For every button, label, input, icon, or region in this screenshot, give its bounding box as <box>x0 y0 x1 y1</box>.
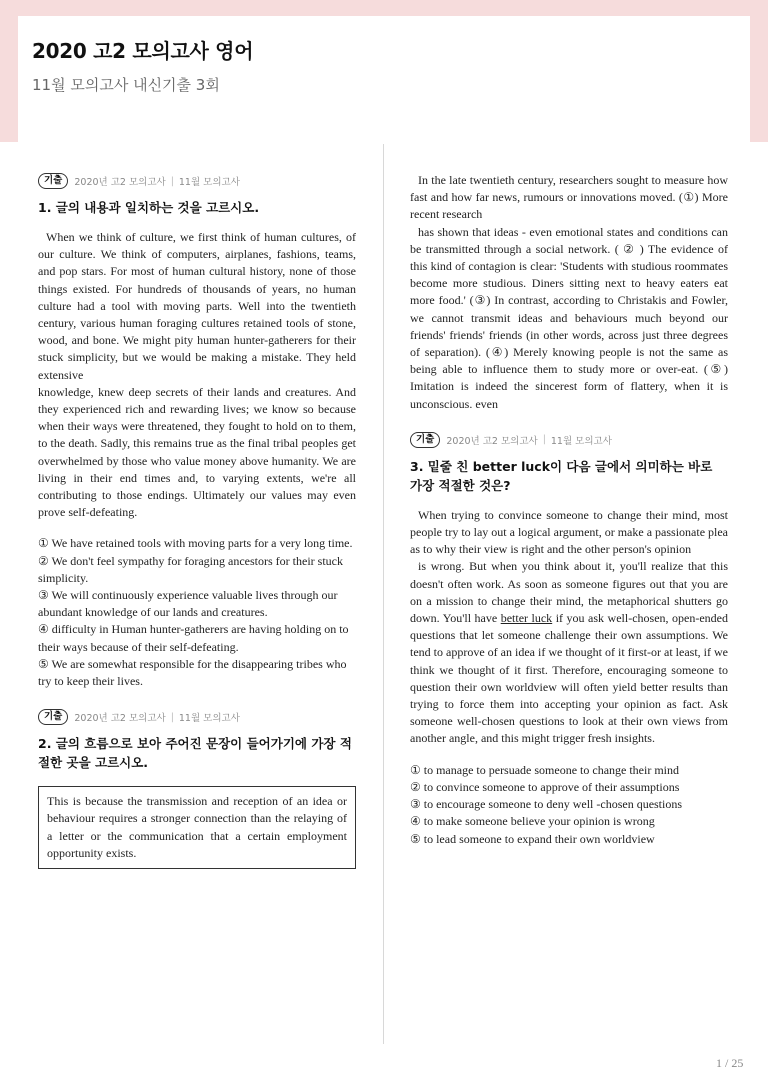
exam-year: 2020년 고2 모의고사 <box>74 177 166 188</box>
question-3-title: 3. 밑줄 친 better luck이 다음 글에서 의미하는 바로 가장 적절한 것은? <box>410 458 713 493</box>
question-2-title: 2. 글의 흐름으로 보아 주어진 문장이 들어가기에 가장 적절한 곳을 고르시오. <box>38 736 352 771</box>
given-sentence-box: This is because the transmission and reception of an idea or behaviour requires a stronger connection than the relaying of a letter or the communication that a certain employment opportunity exists. <box>38 786 356 869</box>
underlined-phrase: better luck <box>500 611 553 626</box>
question-3-options <box>410 762 728 848</box>
question-1-title: 1. 글의 내용과 일치하는 것을 고르시오. <box>38 200 260 215</box>
passage-text: if you ask well-chosen, open-ended questions that let someone challenge their own assumptions. We tend to approve of an idea if we thought of it first-or at least, if we think we thought of it first. Therefore, encouraging someone to question their own worldview will often yield better results than trying to force them into accepting your opinion as fact. Ask someone well-chosen questions to look at their own views from another angle, and this might trigger fresh insights. <box>410 611 729 746</box>
question-3-passage <box>410 507 728 748</box>
exam-month: 11월 모의고사 <box>550 435 612 447</box>
page-title: 2020 고2 모의고사 영어 <box>32 39 254 63</box>
passage-paragraph: In the late twentieth century, researchers sought to measure how fast and how far news, rumours or innovations moved. (①) More recent research <box>410 173 728 222</box>
option-2[interactable]: ② to convince someone to approve of their assumptions <box>410 779 680 794</box>
passage-text: is wrong. But when you think about it, you'll realize that this doesn't often work. As soon as someone figures out that you are on a mission to change their mind, the metaphorical shutters go down. You'll have <box>410 559 728 626</box>
option-1[interactable]: ① to manage to persuade someone to change their mind <box>410 762 680 777</box>
option-4[interactable]: ④ to make someone believe your opinion is wrong <box>410 814 655 829</box>
exam-tag: 기출 <box>38 173 68 189</box>
question-meta: 기출 2020년 고2 모의고사 | 11월 모의고사 <box>38 708 356 726</box>
exam-year: 2020년 고2 모의고사 <box>446 435 538 447</box>
right-column <box>410 172 728 848</box>
question-meta: 기출 2020년 고2 모의고사 | 11월 모의고사 <box>410 431 728 449</box>
question-meta: 기출 2020년 고2 모의고사 | 11월 모의고사 <box>38 172 356 190</box>
option-4[interactable]: ④ difficulty in Human hunter-gatherers are having holding on to their ways because of their self-defeating. <box>38 622 349 654</box>
option-1[interactable]: ① We have retained tools with moving parts for a very long time. <box>38 536 353 551</box>
passage-paragraph <box>410 558 728 747</box>
passage-paragraph: When trying to convince someone to change their mind, most people try to lay out a logical argument, or make a passionate plea as to why their view is right and the other person's opinion <box>410 507 729 557</box>
option-5[interactable]: ⑤ to lead someone to expand their own worldview <box>410 831 655 846</box>
page-number: 1 / 25 <box>716 1056 744 1070</box>
column-divider <box>383 144 384 1044</box>
exam-year: 2020년 고2 모의고사 <box>74 713 166 725</box>
passage-paragraph: When we think of culture, we first think of human cultures, of our culture. We think of computers, airplanes, fashions, teams, and pop stars. For most of human cultural history, none of those things existed. For hundreds of thousands of years, no human culture had a tool with moving parts. Well into the twentieth century, various human foraging cultures retained tools of stone, wood, and bone. We might pity human hunter-gatherers for their stuck simplicity, but we would be making a mistake. They held extensive <box>38 230 356 382</box>
page-subtitle: 11월 모의고사 내신기출 3회 <box>32 76 220 94</box>
left-column <box>38 172 356 869</box>
option-3[interactable]: ③ to encourage someone to deny well -chosen questions <box>410 797 683 812</box>
passage-paragraph: knowledge, knew deep secrets of their lands and creatures. And they experienced rich and rewarding lives; we know so because when their ways were threatened, they fought to hold on to them, to the death. Sadly, this remains true as the final tribal peoples get overwhelmed by those who value money above humanity. We are living in their end times and, to varying extents, we're all contributing to those endings. Ultimately our values may even prove self-defeating. <box>38 384 356 520</box>
question-1-passage <box>38 229 356 521</box>
question-2-passage <box>410 172 728 413</box>
exam-month: 11월 모의고사 <box>178 713 240 725</box>
option-5[interactable]: ⑤ We are somewhat responsible for the disappearing tribes who try to keep their lives. <box>38 656 347 689</box>
exam-month: 11월 모의고사 <box>178 177 240 188</box>
passage-paragraph: has shown that ideas - even emotional states and conditions can be transmitted through a social network. ( ② ) The evidence of this kind of contagion is clear: 'Students with studious roommates become more studious. Diners sitting next to heavy eaters eat more food.' (③) In contrast, according to Christakis and Fowler, we cannot transmit ideas and behaviours much beyond our friends' friends' friends (in other words, across just three degrees of separation). (④) Merely knowing people is not the same as being able to influence them to study more or over-eat. (⑤) Imitation is indeed the sincerest form of flattery, when it is unconscious. even <box>410 224 728 411</box>
question-1-options <box>38 535 356 690</box>
option-2[interactable]: ② We don't feel sympathy for foraging ancestors for their stuck simplicity. <box>38 553 343 585</box>
option-3[interactable]: ③ We will continuously experience valuable lives through our abundant knowledge of our lands and creatures. <box>38 588 338 620</box>
exam-tag: 기출 <box>410 432 440 448</box>
exam-tag: 기출 <box>38 709 68 725</box>
